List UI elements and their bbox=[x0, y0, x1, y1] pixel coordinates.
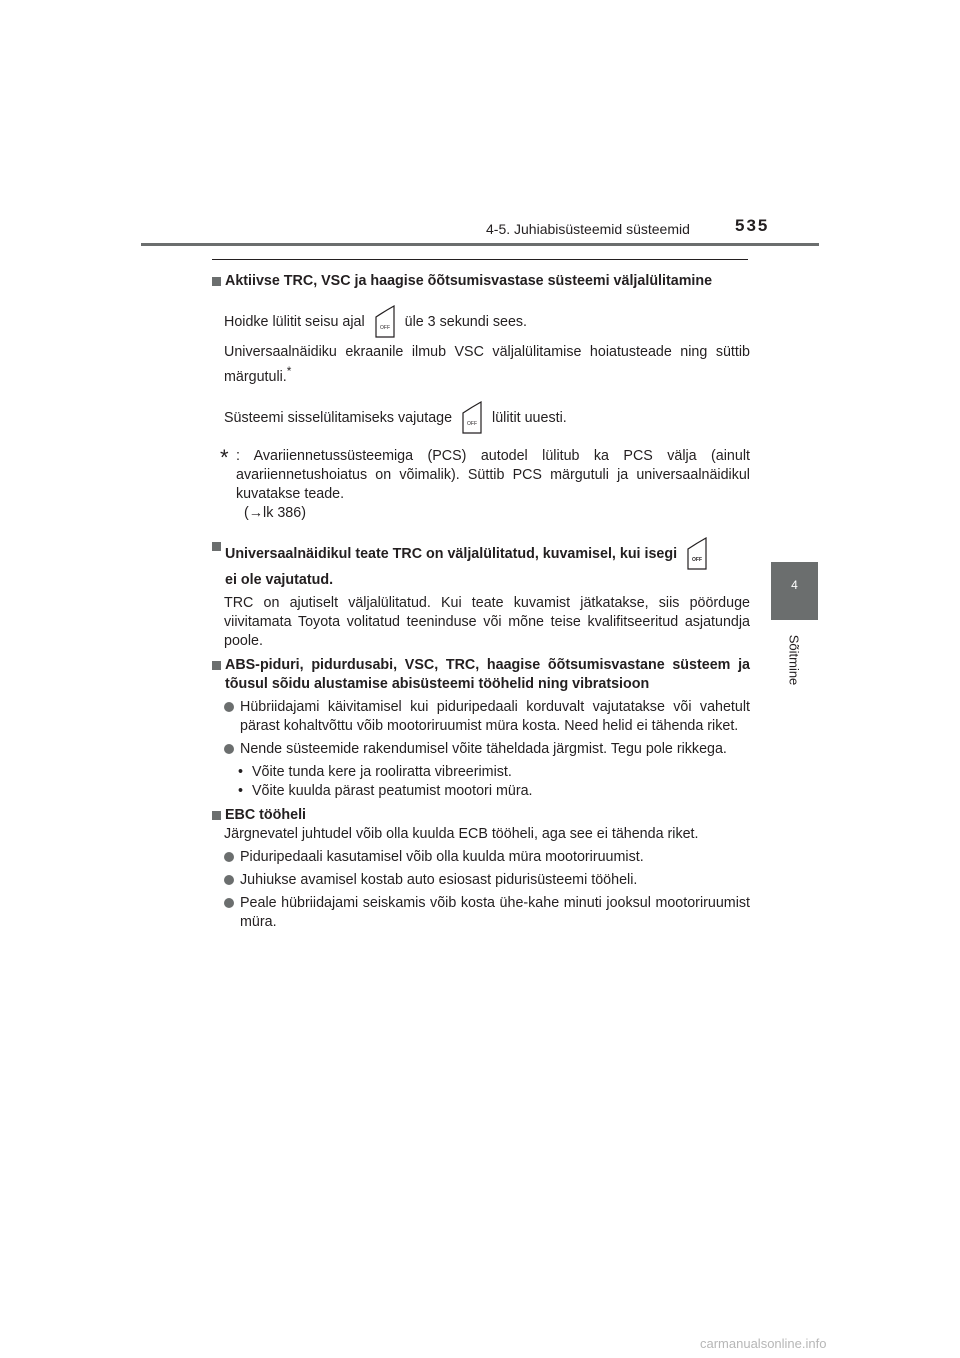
list-item: Hübriidajami käivitamisel kui piduripedaali korduvalt vajutatakse või vahetult pärast kohaltvõttu võib mootoriruumist müra kosta. Need helid ei tähenda riket. bbox=[224, 698, 750, 736]
section-heading: Universaalnäidikul teate TRC on väljalülitatud, kuvamisel, kui isegi OFF ei ole vajutatud. bbox=[212, 537, 750, 590]
list-item: Peale hübriidajami seiskamis võib kosta ühe-kahe minuti jooksul mootoriruumist müra. bbox=[224, 894, 750, 932]
square-bullet-icon bbox=[212, 277, 221, 286]
section-heading: Aktiivse TRC, VSC ja haagise õõtsumisvastase süsteemi väljalülitamine bbox=[212, 272, 750, 291]
section-heading: EBC tööheli bbox=[212, 806, 750, 825]
square-bullet-icon bbox=[212, 811, 221, 820]
list-item: Juhiukse avamisel kostab auto esiosast pidurisüsteemi tööheli. bbox=[224, 871, 750, 890]
circle-bullet-icon bbox=[224, 702, 234, 712]
paragraph: Järgnevatel juhtudel võib olla kuulda ECB tööheli, aga see ei tähenda riket. bbox=[224, 825, 699, 842]
sub-list-item: • Võite kuulda pärast peatumist mootori müra. bbox=[238, 782, 533, 799]
paragraph: TRC on ajutiselt väljalülitatud. Kui teate kuvamist jätkatakse, siis pöörduge viivitamata Toyota volitatud teeninduse või mõne teise kvalifitseeritud asjatundja poole. bbox=[224, 594, 750, 649]
circle-bullet-icon bbox=[224, 744, 234, 754]
svg-text:OFF: OFF bbox=[467, 420, 478, 427]
vsc-off-switch-icon bbox=[460, 401, 484, 435]
paragraph: Universaalnäidiku ekraanile ilmub VSC väljalülitamise hoiatusteade ning süttib märgutuli.* bbox=[224, 344, 750, 385]
watermark-text: carmanualsonline.info bbox=[700, 1336, 827, 1351]
list-item: Nende süsteemide rakendumisel võite täheldada järgmist. Tegu pole rikkega. bbox=[224, 740, 750, 759]
circle-bullet-icon bbox=[224, 852, 234, 862]
square-bullet-icon bbox=[212, 661, 221, 670]
page-number: 535 bbox=[735, 216, 770, 235]
content-top-rule bbox=[212, 259, 748, 260]
paragraph: Süsteemi sisselülitamiseks vajutage OFF lülitit uuesti. bbox=[224, 401, 750, 435]
sub-list-item: • Võite tunda kere ja rooliratta vibreerimist. bbox=[238, 763, 512, 780]
chapter-tab-number: 4 bbox=[791, 578, 798, 592]
page-content bbox=[212, 267, 750, 932]
circle-bullet-icon bbox=[224, 898, 234, 908]
paragraph: Hoidke lülitit seisu ajal OFF üle 3 sekundi sees. bbox=[224, 305, 750, 339]
header-rule bbox=[141, 243, 819, 246]
chapter-label: Sõitmine bbox=[786, 634, 802, 686]
section-heading: ABS-piduri, pidurdusabi, VSC, TRC, haagise õõtsumisvastane süsteem ja tõusul sõidu alustamise abisüsteemi tööhelid ning vibratsioon bbox=[212, 656, 750, 694]
svg-text:OFF: OFF bbox=[692, 556, 703, 563]
svg-text:OFF: OFF bbox=[379, 325, 390, 331]
section-title: 4-5. Juhiabisüsteemid süsteemid bbox=[486, 221, 690, 237]
list-item: Piduripedaali kasutamisel võib olla kuulda müra mootoriruumist. bbox=[224, 848, 750, 867]
circle-bullet-icon bbox=[224, 875, 234, 885]
footnote: * : Avariiennetussüsteemiga (PCS) autodel lülitub ka PCS välja (ainult avariiennetushoiatus on võimalik). Süttib PCS märgutuli ja universaalnäidikul kuvatakse teade. (→lk 386) bbox=[220, 444, 750, 521]
vsc-off-switch-icon bbox=[685, 537, 709, 571]
vsc-off-switch-icon bbox=[373, 305, 397, 339]
square-bullet-icon bbox=[212, 542, 221, 551]
